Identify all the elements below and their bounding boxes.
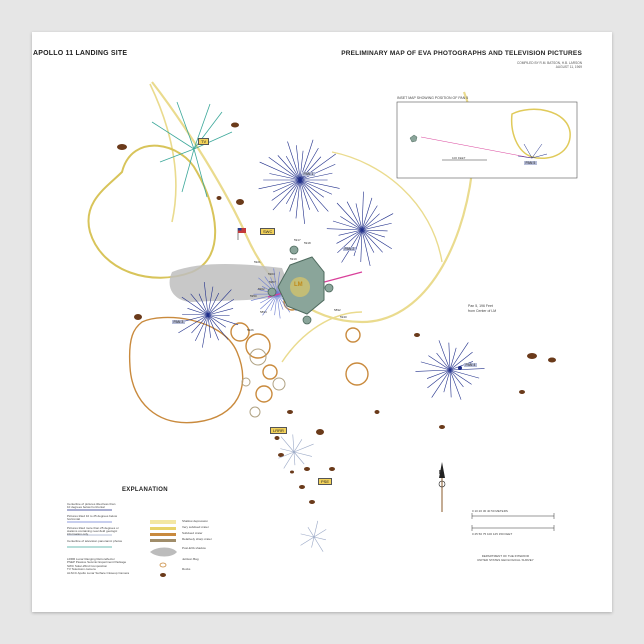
photo-ray-stations — [178, 140, 484, 552]
map-title-left: APOLLO 11 LANDING SITE — [33, 50, 128, 57]
credits-line1: COMPILED BY R.M. BATSON, H.B. LARSON — [516, 61, 582, 65]
legend-abbreviations — [67, 558, 147, 575]
scale-feet-label: 0 25 50 75 100 125 150 FEET — [472, 532, 513, 536]
credits-line2: AUGUST 11, 1969 — [555, 65, 582, 69]
photo-number-label: 5918 — [304, 241, 311, 245]
feature-item: Jettison Bag — [182, 557, 199, 561]
photo-number-label: 5926 — [247, 328, 254, 332]
photo-ray — [273, 180, 300, 210]
scale-meters-label: 0 10 20 30 40 50 METERS — [472, 509, 508, 513]
photo-ray — [362, 230, 388, 231]
photo-ray — [293, 434, 294, 452]
photo-ray — [300, 180, 332, 194]
photo-ray — [428, 356, 450, 370]
legend-line-item: 10 degrees below horizontal — [67, 505, 105, 510]
photo-ray — [294, 452, 304, 464]
legend-line-item: horizontal — [67, 517, 81, 522]
legend-line-item: Centerline of television panoramic photos — [67, 538, 123, 543]
photo-ray — [281, 437, 294, 452]
photo-number-label: 5940 — [340, 315, 347, 319]
photo-ray — [356, 203, 362, 230]
pan5-note-2: from Center of LM — [468, 309, 497, 313]
photo-number-label: 5919 — [290, 257, 297, 261]
photo-number-label: 5902 — [258, 287, 265, 291]
photo-ray — [208, 315, 230, 316]
abbreviation-item: PSEP Passive Seismic Experiment Package — [67, 560, 127, 565]
photo-ray — [450, 369, 485, 370]
feature-item: Relatively sharp crater — [182, 537, 212, 541]
feature-item: Shallow depression — [182, 519, 209, 523]
photo-ray — [300, 180, 328, 211]
label-pan4: PAN 4 — [465, 363, 476, 367]
legend-line-items — [67, 503, 142, 543]
photo-ray — [273, 180, 300, 192]
abbreviation-item: ALSCC Apollo Lunar Surface Closeup Camera — [67, 570, 130, 575]
label-lrrr: LRRR — [270, 427, 287, 434]
photo-ray — [449, 343, 450, 370]
legend-line-item: Pictures tilted 10 to 25 degrees below — [67, 513, 118, 518]
photo-ray — [421, 362, 450, 370]
label-pan2: PAN 2 — [344, 247, 355, 251]
north-label: N — [439, 470, 443, 476]
feature-item: Post-EVA shadow — [182, 546, 206, 550]
photo-ray — [450, 348, 456, 370]
photo-ray — [450, 370, 472, 384]
photo-ray — [415, 370, 450, 371]
photo-ray — [294, 452, 295, 465]
photo-number-label: 5892 — [334, 308, 341, 312]
feature-item: Very subdued crater — [182, 525, 209, 529]
photo-ray — [208, 315, 238, 325]
subdued-craters — [130, 294, 368, 423]
photo-number-label: 5903 — [268, 272, 275, 276]
photo-ray — [208, 308, 233, 315]
legend-line-item: stations containing near-field geologic — [67, 529, 118, 534]
label-swc: SWC — [260, 228, 275, 235]
photo-ray — [284, 452, 294, 468]
photo-ray — [362, 214, 393, 230]
label-pan3: PAN 3 — [173, 320, 184, 324]
feature-item: Subdued crater — [182, 531, 203, 535]
photo-ray — [450, 370, 461, 400]
photo-ray — [314, 537, 323, 552]
photo-ray — [327, 229, 362, 230]
abbreviation-item: SWC Solar-Wind Composition — [67, 563, 108, 568]
photo-ray — [427, 370, 450, 379]
photo-ray — [294, 452, 312, 456]
label-pan1: PAN 1 — [303, 172, 314, 176]
photo-ray — [362, 223, 392, 230]
label-pse: PSE — [318, 478, 332, 485]
department-credit — [477, 554, 534, 562]
photo-ray — [362, 192, 363, 230]
photo-ray — [444, 370, 450, 392]
large-subdued-crater-west — [88, 146, 215, 278]
map-title-right: PRELIMINARY MAP OF EVA PHOTOGRAPHS AND TELEVISION PICTURES — [341, 50, 582, 57]
photo-ray — [314, 529, 326, 537]
photo-ray — [432, 370, 450, 398]
photo-ray — [437, 353, 450, 370]
photo-ray — [450, 370, 451, 397]
inset-map-frame — [397, 102, 577, 178]
photo-ray — [301, 537, 314, 545]
photo-ray — [182, 314, 208, 315]
map-scale-bars — [472, 513, 554, 531]
photo-number-label: 5957 — [269, 280, 276, 284]
photo-ray — [347, 202, 362, 230]
abbreviation-item: TV Television camera — [67, 567, 96, 572]
map-poster — [32, 32, 612, 612]
photo-number-label: 5917 — [294, 238, 301, 242]
photo-ray — [450, 370, 463, 387]
pan5-station — [458, 366, 462, 370]
pan5-note-1: Pan 5, 196 Feet — [468, 304, 493, 308]
photo-ray — [361, 230, 362, 262]
photo-ray — [260, 162, 300, 180]
photo-ray — [427, 370, 450, 388]
photo-ray — [314, 521, 318, 537]
photo-ray — [278, 155, 300, 180]
photo-ray — [294, 444, 314, 452]
photo-ray — [450, 370, 479, 378]
photo-ray — [339, 230, 362, 235]
label-pan5: PAN 5 — [525, 161, 536, 165]
label-lm: LM — [294, 282, 303, 288]
label-tv: TV — [198, 138, 209, 145]
photo-number-label: 5950 — [250, 294, 257, 298]
abbreviation-item: LRRR Lunar Ranging Retroreflector — [67, 557, 115, 561]
department-line1: DEPARTMENT OF THE INTERIOR — [481, 554, 530, 558]
legend-line-item: information only — [67, 532, 89, 537]
inset-scale-label: 100 FEET — [452, 156, 466, 160]
legend-line-item: Pictures tilted more than 25 degrees or — [67, 525, 119, 530]
inset-title: INSET MAP SHOWING POSITION OF PAN 5 — [397, 96, 469, 100]
photo-number-label: 5894 — [260, 310, 267, 314]
photo-ray — [439, 340, 450, 370]
sharp-craters — [242, 349, 285, 417]
department-line2: UNITED STATES GEOLOGICAL SURVEY — [477, 558, 534, 562]
photo-ray — [362, 230, 370, 266]
feature-item: Rocks — [182, 567, 191, 571]
legend-feature-items — [182, 520, 212, 571]
legend-line-item: Centerline of pictures tilted less than — [67, 502, 116, 506]
explanation-heading: EXPLANATION — [122, 487, 168, 493]
photo-number-label: 5921 — [254, 260, 261, 264]
photo-ray — [301, 534, 314, 537]
rocks — [117, 123, 556, 505]
